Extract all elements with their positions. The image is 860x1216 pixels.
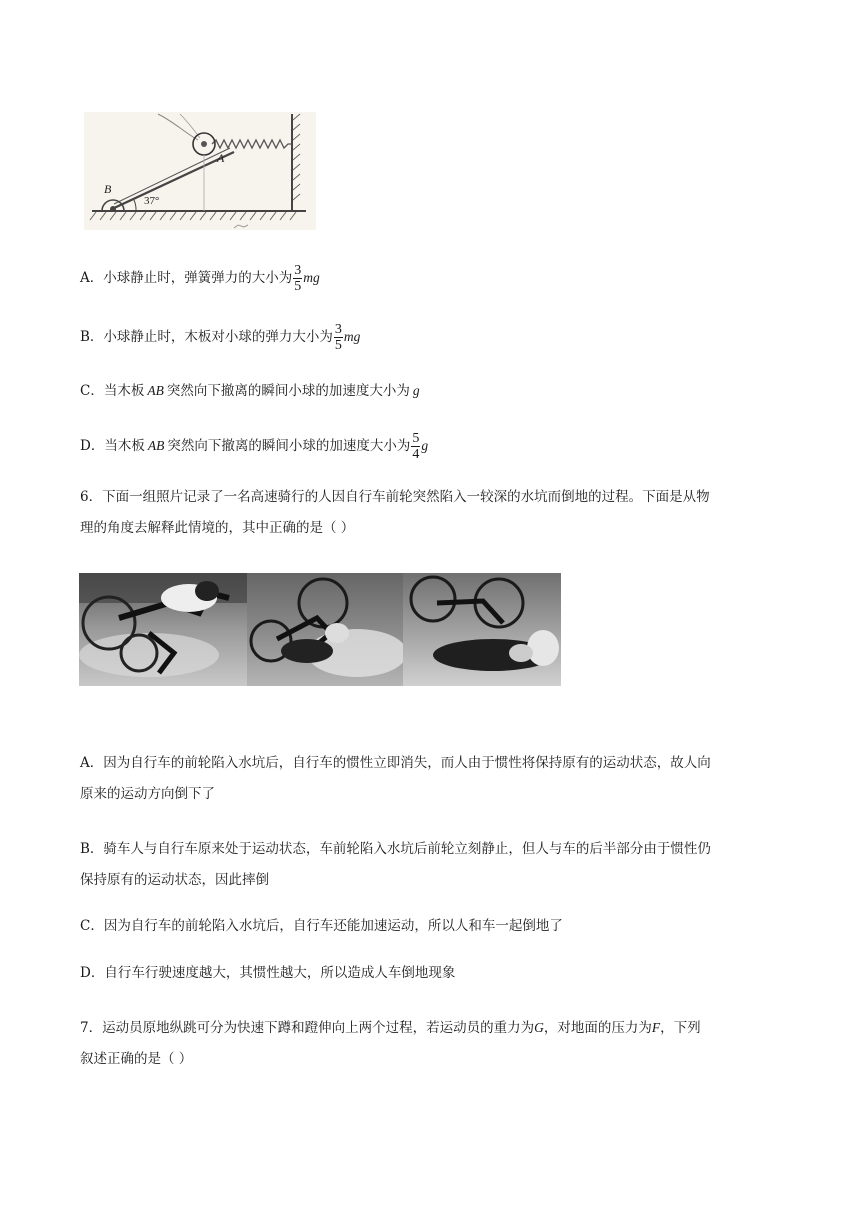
frac-num: 3 [334, 322, 342, 337]
photo-3 [403, 573, 561, 686]
frac-num: 5 [412, 431, 420, 446]
option-c-text-2: 突然向下撤离的瞬间小球的加速度大小为 [166, 383, 410, 399]
g-symbol: g [421, 438, 429, 453]
ab-symbol: AB [147, 438, 165, 453]
q7-text-b: ，对地面的压力为 [543, 1020, 652, 1036]
option-b[interactable] [80, 317, 360, 357]
frac-num: 3 [294, 263, 302, 278]
option-a[interactable] [80, 258, 320, 298]
q6-option-b-line-1: B．骑车人与自行车原来处于运动状态，车前轮陷入水坑后前轮立刻静止，但人与车的后半部分由于惯性仍 [80, 841, 711, 857]
ab-symbol: AB [147, 383, 164, 398]
option-c[interactable] [80, 381, 420, 401]
q6-stem-line-2: 理的角度去解释此情境的，其中正确的是（ ） [80, 520, 355, 536]
label-b: B [104, 182, 112, 196]
label-a: A [217, 151, 225, 165]
q6-option-b[interactable] [80, 834, 800, 896]
option-d[interactable] [80, 426, 428, 466]
q7-text-c: ，下列 [660, 1020, 701, 1036]
question-6-stem [80, 482, 800, 544]
f-force-symbol: F [651, 1020, 661, 1035]
q7-stem-line-1 [80, 1012, 800, 1044]
q6-option-c[interactable] [80, 911, 800, 942]
q6-option-a[interactable] [80, 748, 800, 810]
q6-option-a-line-2: 原来的运动方向倒下了 [80, 786, 215, 802]
option-d-text-1: D．当木板 [80, 438, 145, 454]
spring-board-diagram [84, 112, 316, 230]
frac-den: 5 [294, 279, 302, 294]
g-weight-symbol: G [534, 1020, 544, 1035]
photo-1 [79, 573, 247, 686]
option-b-text: B．小球静止时，木板对小球的弹力大小为 [80, 329, 333, 345]
fraction-3-5 [334, 322, 343, 353]
photo-2 [247, 573, 407, 686]
bicycle-photo-strip [79, 573, 561, 686]
option-a-text: A．小球静止时，弹簧弹力的大小为 [80, 270, 293, 286]
fraction-3-5 [293, 263, 302, 294]
q6-option-d-line-1: D．自行车行驶速度越大，其惯性越大，所以造成人车倒地现象 [80, 965, 456, 981]
q6-option-d[interactable] [80, 958, 800, 989]
q6-option-b-line-2: 保持原有的运动状态，因此摔倒 [80, 872, 269, 888]
mg-symbol: mg [343, 329, 361, 344]
photo-strip-svg [79, 573, 561, 686]
q7-text-a: 7．运动员原地纵跳可分为快速下蹲和蹬伸向上两个过程，若运动员的重力为 [80, 1020, 535, 1036]
frac-den: 5 [334, 338, 342, 353]
angle-label: 37° [144, 195, 160, 207]
q6-stem-line-1: 6．下面一组照片记录了一名高速骑行的人因自行车前轮突然陷入一较深的水坑而倒地的过程。下面是从物 [80, 489, 710, 505]
question-7-stem [80, 1012, 800, 1075]
fraction-5-4 [411, 431, 420, 462]
q7-stem-line-2: 叙述正确的是（ ） [80, 1051, 193, 1067]
option-c-text-1: C．当木板 [80, 383, 145, 399]
option-d-text-2: 突然向下撤离的瞬间小球的加速度大小为 [167, 438, 411, 454]
diagram-svg [84, 112, 316, 230]
q6-option-c-line-1: C．因为自行车的前轮陷入水坑后，自行车还能加速运动，所以人和车一起倒地了 [80, 918, 563, 934]
g-symbol: g [412, 383, 420, 398]
mg-symbol: mg [303, 270, 320, 285]
frac-den: 4 [412, 447, 420, 462]
q6-option-a-line-1: A．因为自行车的前轮陷入水坑后，自行车的惯性立即消失，而人由于惯性将保持原有的运动状态，故人向 [80, 755, 711, 771]
